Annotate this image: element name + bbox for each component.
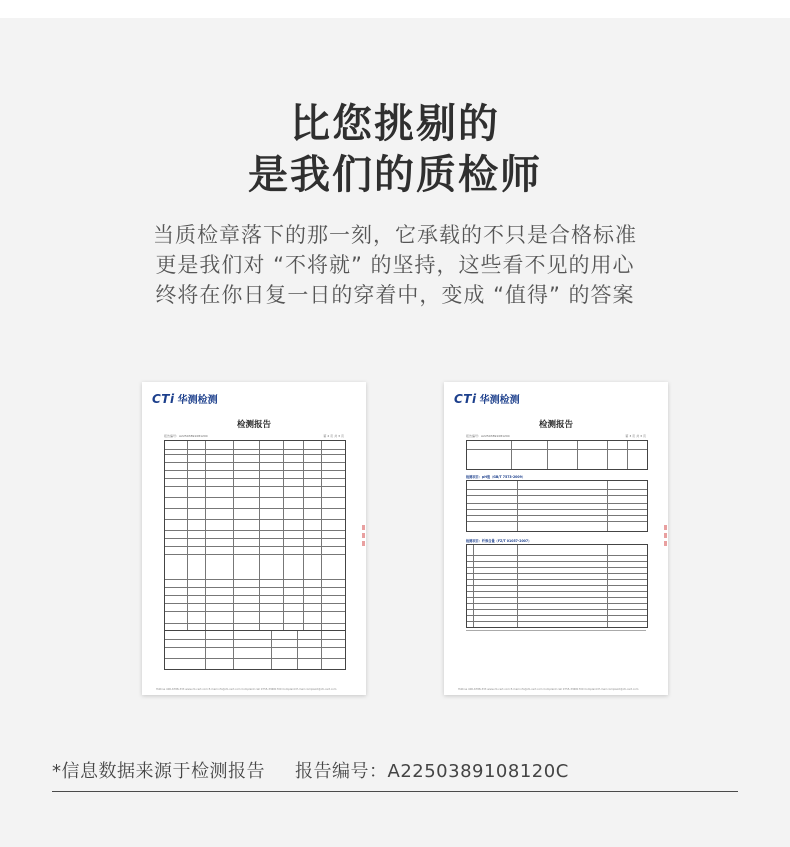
report-table-fiber xyxy=(466,544,648,628)
report-title: 检测报告 xyxy=(538,420,573,430)
report-meta: 报告编号：A2250389108120C 第 3 页 共 3 页 xyxy=(466,434,646,438)
report-number: 报告编号：A2250389108120C xyxy=(295,761,569,782)
headline-line-1: 比您挑剔的 xyxy=(290,101,500,147)
headline-line-2: 是我们的质检师 xyxy=(248,152,542,198)
section-label-ph: 检测项目：pH值（GB/T 7573-2009） xyxy=(466,475,526,479)
inspection-stamp xyxy=(360,522,366,558)
report-table-bottom xyxy=(164,630,346,670)
test-report-page-left[interactable] xyxy=(142,382,366,695)
section-label-fiber: 检测项目：纤维含量（FZ/T 01057-2007） xyxy=(466,539,532,543)
report-title: 检测报告 xyxy=(236,420,271,430)
report-table-summary xyxy=(466,440,648,470)
report-table-ph xyxy=(466,480,648,532)
source-note xyxy=(52,757,569,783)
source-label: *信息数据来源于检测报告 xyxy=(52,761,265,782)
description-line-3: 终将在你日复一日的穿着中，变成 “值得” 的答案 xyxy=(155,283,635,307)
cti-logo: CTi 华测检测 xyxy=(454,392,520,406)
description-line-2: 更是我们对 “不将就” 的坚持，这些看不见的用心 xyxy=(155,253,635,277)
inspection-stamp xyxy=(662,522,668,558)
description xyxy=(0,220,790,310)
test-report-page-right[interactable] xyxy=(444,382,668,695)
report-remark-line xyxy=(466,630,646,632)
description-line-1: 当质检章落下的那一刻，它承载的不只是合格标准 xyxy=(153,223,637,247)
report-footer: Hotline 400-6788-333 www.cti-cert.com E-mail info@cti-cert.com Complaint call 0755-33681700 Complaint E-mail complaint@cti-cert.com xyxy=(458,688,639,691)
bottom-divider xyxy=(52,791,738,792)
report-meta: 报告编号：A2250389108120C 第 2 页 共 3 页 xyxy=(164,434,344,438)
report-table-main xyxy=(164,440,346,648)
report-footer: Hotline 400-6788-333 www.cti-cert.com E-mail info@cti-cert.com Complaint call 0755-33681700 Complaint E-mail complaint@cti-cert.com xyxy=(156,688,337,691)
cti-logo: CTi 华测检测 xyxy=(152,392,218,406)
top-strip xyxy=(0,0,790,18)
